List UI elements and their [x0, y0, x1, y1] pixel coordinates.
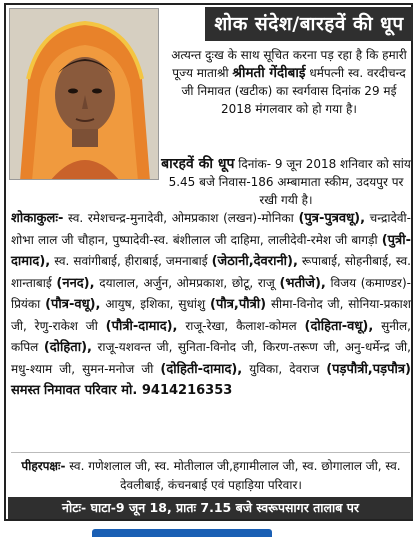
mourners-part-12: युविका, देवराज: [249, 361, 320, 376]
cremation-note: नोटः- घाटा-9 जून 18, प्रातः 7.15 बजे स्वरूपसागर तालाब पर: [8, 497, 413, 519]
relation-3: (जेठानी,देवरानी),: [211, 254, 298, 269]
mourners-part-13: समस्त: [11, 383, 41, 398]
relation-12: (पड़पौत्री,पड़पौत्र): [326, 361, 411, 377]
mourners-part-3: स्व. सवांगीबाई, हीराबाई, जमनाबाई: [54, 254, 208, 268]
mourners-part-5: दयालाल, अर्जुन, ओमप्रकाश, छोटू, राजू: [99, 275, 275, 290]
section-divider: [11, 452, 410, 453]
relation-7: (पौत्र,पौत्री): [210, 297, 267, 312]
intro-line-1: अत्यन्त दुःख के साथ सूचित करना पड़ रहा है कि हमारी पूज्य माताश्री: [171, 48, 407, 80]
relation-8: (पौत्री-दामाद),: [105, 318, 178, 334]
intro-paragraph: [166, 46, 412, 118]
relation-9: (दोहिता-वधू),: [304, 318, 374, 334]
mourners-part-8: सीमा-विनोद जी, सोनिया-प्रकाश जी, रेणु-राकेश जी: [11, 297, 411, 333]
relation-2: (पुत्री-दामाद),: [11, 232, 411, 269]
bottom-blue-strip: [92, 529, 272, 537]
mourners-part-4: रूपाबाई, सोहनीबाई, स्व. शान्ताबाई: [11, 254, 411, 290]
mourners-label: शोकाकुलः-: [11, 211, 64, 226]
barahve-label: बारहवें की धूप: [161, 156, 235, 172]
obituary-card: [4, 3, 413, 521]
barahve-dhoop-paragraph: [158, 155, 414, 209]
relation-5: (भतीजे),: [279, 275, 326, 291]
mourners-part-9: राजू-रेखा, कैलाश-कोमल: [185, 318, 297, 333]
deceased-photo: [9, 8, 159, 180]
family-contact: निमावत परिवार मो. 9414216353: [43, 383, 233, 398]
mourners-part-7: आयुष, इशिका, सुधांशु: [105, 297, 206, 311]
page-title: शोक संदेश/बारहवें की धूप: [205, 7, 413, 41]
mourners-part-2: चन्द्रादेवी-शोभा लाल जी चौहान, पुष्पादेवी-स्व. बंशीलाल जी दाहिमा, लालीदेवी-रमेश जी बागड़ी: [11, 211, 411, 247]
maternal-family-paragraph: [11, 457, 411, 495]
mourners-part-6: विजय (कमाण्डर)-प्रियंका: [11, 275, 411, 311]
deceased-name: श्रीमती गेंदीबाई: [232, 65, 306, 81]
pihar-label: पीहरपक्षः-: [21, 459, 66, 473]
mourners-part-11: राजू-यशवन्त जी, सुनिता-विनोद जी, किरण-तरूण जी, अनु-धर्मेन्द्र जी, मधु-श्याम जी, सुमन-मनोज जी: [11, 340, 411, 376]
mourners-paragraph: [11, 208, 411, 402]
relation-10: (दोहिता),: [43, 340, 92, 355]
pihar-text: स्व. गणेशलाल जी, स्व. मोतीलाल जी,हगामीलाल जी, स्व. छोगालाल जी, स्व. देवलीबाई, कंचनबाई एवं पहाड़िया परिवार।: [69, 459, 401, 492]
mourners-part-1: स्व. रमेशचन्द्र-मुनादेवी, ओमप्रकाश (लखन)-मोनिका: [68, 211, 294, 225]
barahve-text: दिनांक- 9 जून 2018 शनिवार को सांय 5.45 बजे निवास-186 अम्बामाता स्कीम, उदयपुर पर रखी गयी है।: [168, 157, 411, 207]
relation-4: (ननद),: [56, 275, 95, 291]
relation-1: (पुत्र-पुत्रवधू),: [298, 211, 366, 226]
relation-6: (पौत्र-वधू),: [45, 297, 101, 312]
intro-line-2: धर्मपत्नी स्व. वरदीचन्द जी निमावत (खटीक) का स्वर्गवास दिनांक 29 मई 2018 मंगलवार को हो गया है।: [181, 66, 406, 116]
mourners-part-10: सुनील, कपिल: [11, 318, 411, 354]
relation-11: (दोहिती-दामाद),: [160, 361, 243, 377]
